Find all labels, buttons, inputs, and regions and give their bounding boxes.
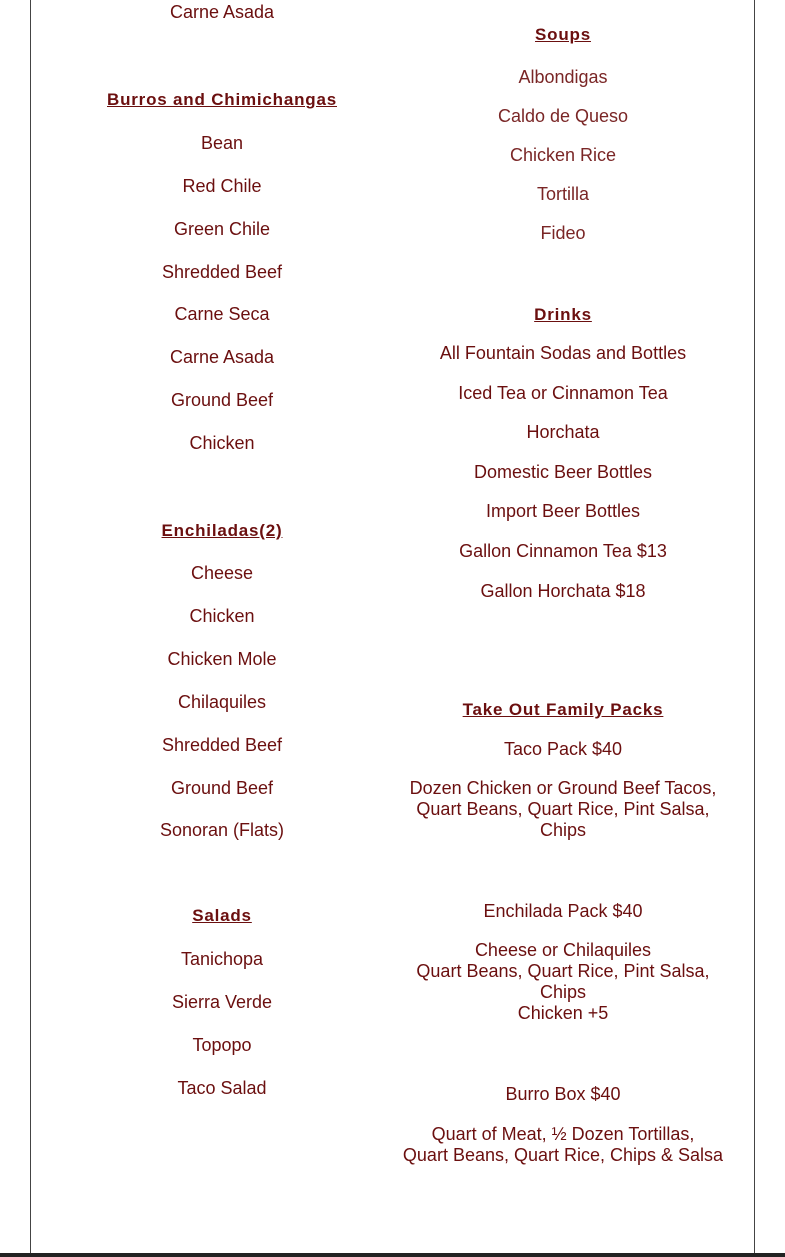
menu-item: Tanichopa [180,949,264,969]
pack-title-enchilada: Enchilada Pack $40 [483,901,643,921]
menu-item: Green Chile [173,219,271,239]
menu-item: Carne Asada [169,2,275,22]
menu-item: Tortilla [536,184,589,204]
section-heading-family-packs: Take Out Family Packs [462,700,664,719]
menu-item: Iced Tea or Cinnamon Tea [458,383,668,403]
menu-item: Chicken Mole [167,649,277,669]
menu-item: Shredded Beef [161,735,283,755]
menu-item: Gallon Cinnamon Tea $13 [459,541,667,561]
page-border-left [30,0,31,1257]
menu-item: All Fountain Sodas and Bottles [439,343,687,363]
page-border-right [754,0,755,1257]
pack-desc-enchilada: Cheese or Chilaquiles Quart Beans, Quart Rice, Pint Salsa, Chips Chicken +5 [416,940,710,1023]
menu-item: Domestic Beer Bottles [473,462,653,482]
menu-item: Gallon Horchata $18 [480,581,646,601]
menu-item: Chilaquiles [177,692,267,712]
menu-item: Chicken Rice [509,145,617,165]
menu-item: Carne Seca [174,304,270,324]
pack-desc-taco: Dozen Chicken or Ground Beef Tacos, Quart Beans, Quart Rice, Pint Salsa, Chips [409,778,717,840]
pack-title-taco: Taco Pack $40 [503,739,623,759]
menu-item: Chicken [189,433,255,453]
menu-item: Ground Beef [170,778,274,798]
menu-item: Shredded Beef [161,262,283,282]
menu-item: Red Chile [182,176,262,196]
menu-item: Horchata [526,422,600,442]
menu-item: Carne Asada [169,347,275,367]
section-heading-drinks: Drinks [534,305,592,324]
menu-item: Import Beer Bottles [485,501,641,521]
menu-item: Fideo [540,223,586,243]
menu-item: Sonoran (Flats) [159,820,285,840]
menu-item: Ground Beef [170,390,274,410]
menu-item: Bean [200,133,244,153]
section-heading-enchiladas: Enchiladas(2) [161,521,283,540]
menu-item: Chicken [189,606,255,626]
section-heading-salads: Salads [192,906,252,925]
pack-title-burro-box: Burro Box $40 [505,1084,621,1104]
section-heading-burros: Burros and Chimichangas [107,90,337,109]
menu-item: Taco Salad [177,1078,267,1098]
menu-item: Albondigas [518,67,608,87]
menu-item: Topopo [192,1035,252,1055]
menu-item: Caldo de Queso [497,106,629,126]
menu-item: Sierra Verde [171,992,273,1012]
pack-desc-burro-box: Quart of Meat, ½ Dozen Tortillas, Quart Beans, Quart Rice, Chips & Salsa [402,1124,724,1165]
page-border-bottom [0,1253,785,1257]
section-heading-soups: Soups [535,25,591,44]
menu-item: Cheese [190,563,254,583]
